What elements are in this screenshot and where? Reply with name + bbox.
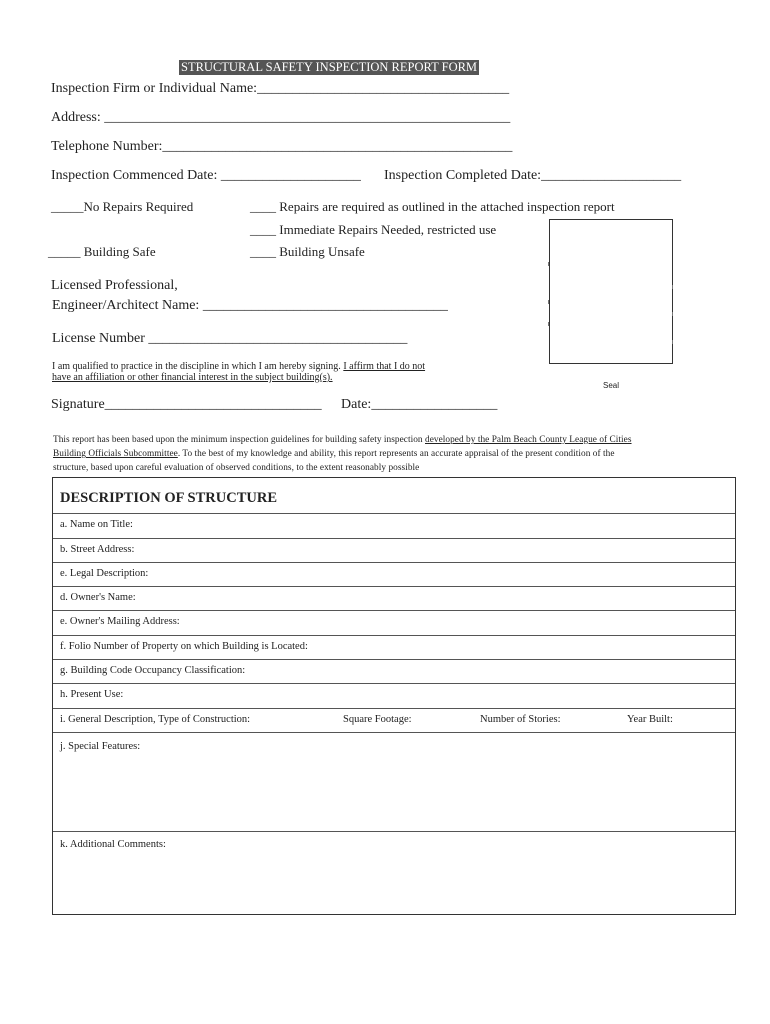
disclaimer-text: This report has been based upon the minimum inspection guidelines for building safety inspection — [53, 435, 423, 445]
seal-box-tick — [548, 300, 549, 304]
legal-description-label: e. Legal Description: — [60, 568, 149, 579]
name-on-title-row[interactable] — [53, 514, 735, 539]
seal-box-tick — [672, 285, 673, 289]
qualification-text: I am qualified to practice in the discipline in which I am hereby signing. — [52, 361, 341, 372]
year-built-label: Year Built: — [627, 714, 673, 725]
disclaimer-text-continued: . To the best of my knowledge and ability, this report represents an accurate appraisal of the present condition of the — [177, 449, 615, 459]
general-description-label: i. General Description, Type of Construction: — [60, 714, 251, 725]
square-footage-label: Square Footage: — [343, 714, 412, 725]
folio-number-row[interactable] — [53, 636, 735, 660]
owners-name-label: d. Owner's Name: — [60, 592, 136, 603]
engineer-name-field[interactable]: Engineer/Architect Name: ___________________________________ — [52, 298, 448, 313]
commenced-date-field[interactable]: Inspection Commenced Date: ____________________ — [51, 168, 361, 183]
no-repairs-option[interactable]: _____No Repairs Required — [51, 199, 194, 214]
building-safe-option[interactable]: _____ Building Safe — [48, 244, 156, 259]
special-features-label: j. Special Features: — [60, 741, 141, 752]
general-description-row[interactable] — [53, 709, 735, 733]
description-heading: DESCRIPTION OF STRUCTURE — [60, 490, 277, 506]
building-unsafe-option[interactable]: ____ Building Unsafe — [250, 244, 365, 259]
street-address-row[interactable] — [53, 539, 735, 563]
occupancy-row[interactable] — [53, 660, 735, 684]
owners-mailing-row[interactable] — [53, 611, 735, 636]
seal-box-tick — [672, 312, 673, 316]
address-field[interactable]: Address: __________________________________________________________ — [51, 110, 511, 125]
legal-description-row[interactable] — [53, 563, 735, 587]
affiliation-text: I affirm that I do not — [343, 361, 426, 372]
owners-name-row[interactable] — [53, 587, 735, 611]
present-use-row[interactable] — [53, 684, 735, 709]
license-number-field[interactable]: License Number _____________________________________ — [52, 331, 408, 346]
folio-number-label: f. Folio Number of Property on which Building is Located: — [60, 641, 308, 652]
league-reference: developed by the Palm Beach County League of Cities — [425, 435, 632, 445]
seal-box-tick — [548, 322, 549, 326]
disclaimer-paragraph — [53, 433, 718, 475]
occupancy-label: g. Building Code Occupancy Classification: — [60, 665, 246, 676]
special-features-row[interactable] — [53, 733, 735, 832]
seal-label: Seal — [603, 381, 620, 390]
seal-box — [549, 219, 673, 364]
description-heading-row — [53, 478, 735, 514]
owners-mailing-label: e. Owner's Mailing Address: — [60, 616, 180, 627]
description-table — [52, 477, 736, 915]
present-use-label: h. Present Use: — [60, 689, 124, 700]
firm-name-field[interactable]: Inspection Firm or Individual Name:____________________________________ — [51, 81, 510, 96]
seal-box-tick — [672, 340, 673, 344]
affiliation-text-continued: have an affiliation or other financial interest in the subject building(s). — [52, 372, 333, 383]
signature-date-field[interactable]: Date:__________________ — [341, 397, 498, 412]
form-title: STRUCTURAL SAFETY INSPECTION REPORT FORM — [181, 60, 478, 74]
additional-comments-label: k. Additional Comments: — [60, 839, 166, 850]
repairs-required-option[interactable]: ____ Repairs are required as outlined in the attached inspection report — [250, 199, 615, 214]
qualification-statement — [52, 361, 425, 383]
licensed-professional-label: Licensed Professional, — [51, 278, 178, 293]
name-on-title-label: a. Name on Title: — [60, 519, 133, 530]
immediate-repairs-option[interactable]: ____ Immediate Repairs Needed, restricted use — [250, 222, 497, 237]
telephone-field[interactable]: Telephone Number:__________________________________________________ — [51, 139, 513, 154]
completed-date-field[interactable]: Inspection Completed Date:____________________ — [384, 168, 682, 183]
subcommittee-reference: Building Officials Subcommittee — [53, 449, 178, 459]
signature-field[interactable]: Signature_______________________________ — [51, 397, 322, 412]
disclaimer-text-end: structure, based upon careful evaluation of observed conditions, to the extent reasonably possible — [53, 463, 420, 473]
seal-box-tick — [548, 262, 549, 266]
street-address-label: b. Street Address: — [60, 544, 135, 555]
additional-comments-row[interactable] — [53, 832, 735, 914]
number-of-stories-label: Number of Stories: — [480, 714, 561, 725]
